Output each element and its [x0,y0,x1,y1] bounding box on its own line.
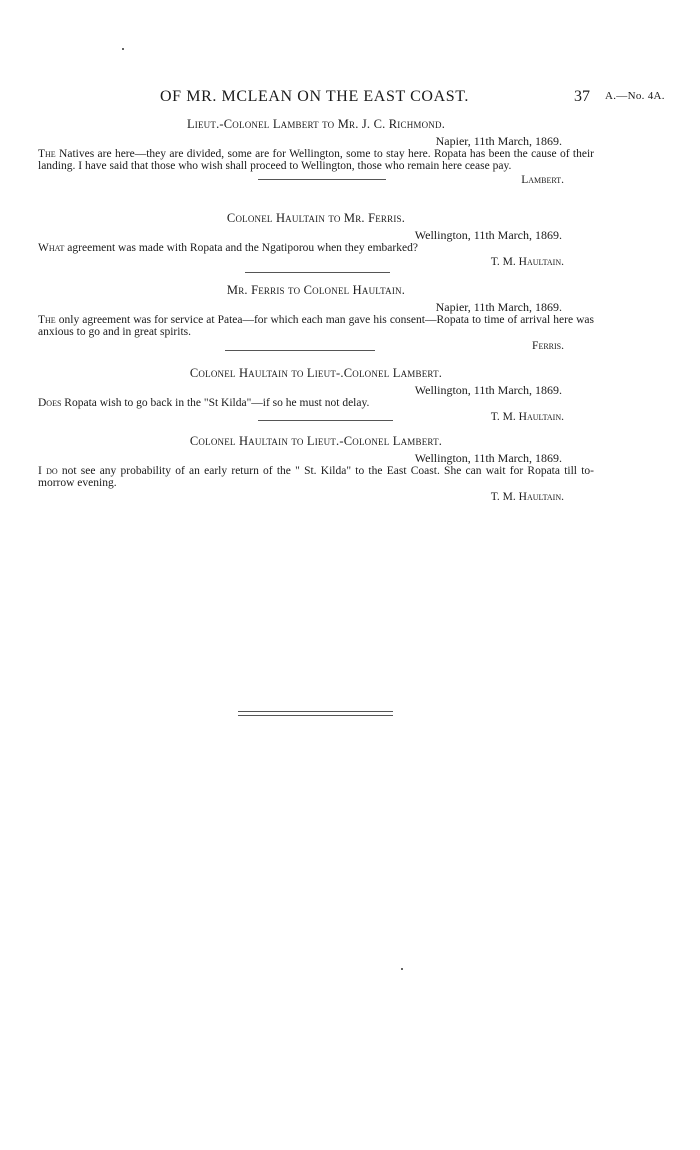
print-speck [122,48,124,50]
body-text: agreement was made with Ropata and the Ngatiporou when they embarked? [64,242,418,254]
telegram-signature: Ferris. [532,340,564,352]
running-title: OF MR. MCLEAN ON THE EAST COAST. [160,88,470,105]
opening-word: The [38,314,56,326]
telegram-place-date: Napier, 11th March, 1869. [435,134,562,148]
separator-rule [225,350,375,351]
body-text: Ropata wish to go back in the "St Kilda"—if so he must not delay. [61,397,370,409]
separator-rule [245,272,390,273]
opening-word: Does [38,397,62,409]
print-speck [401,968,403,970]
separator-rule [258,420,393,421]
telegram-entry [38,212,594,268]
telegram-signature: Lambert. [521,174,564,186]
telegram-place-date: Wellington, 11th March, 1869. [414,383,562,397]
telegram-heading: Lieut.-Colonel Lambert to Mr. J. C. Richmond. [186,117,446,131]
telegram-body [38,465,594,489]
telegram-body [38,148,594,172]
end-double-rule [238,711,393,716]
telegram-entry [38,435,594,503]
telegram-signature: T. M. Haultain. [490,411,564,423]
page-number: 37 [574,88,590,105]
telegram-entry [38,284,594,352]
document-reference: A.—No. 4A. [605,90,665,102]
telegram-entry [38,367,594,423]
opening-word: I do [38,465,58,477]
opening-word: The [38,148,56,160]
body-text: not see any probability of an early return of the " St. Kilda" to the East Coast. She can wait for Ropata till to-morrow evening. [38,465,595,489]
telegram-entry [38,118,594,186]
page-header [0,88,700,110]
body-text: Natives are here—they are divided, some are for Wellington, some to stay here. Ropata has been the cause of their landing. I have said that those who wish shall proceed to Wellington, those who remain here cease pay. [38,148,594,172]
telegram-place-date: Napier, 11th March, 1869. [435,300,562,314]
separator-rule [258,179,386,180]
telegram-heading: Colonel Haultain to Lieut.-Colonel Lambert. [189,434,443,448]
telegram-place-date: Wellington, 11th March, 1869. [414,451,562,465]
telegram-body [38,314,594,338]
telegram-signature: T. M. Haultain. [490,491,564,503]
telegram-place-date: Wellington, 11th March, 1869. [414,228,562,242]
telegram-heading: Mr. Ferris to Colonel Haultain. [226,283,406,297]
telegram-signature: T. M. Haultain. [490,256,564,268]
telegram-heading: Colonel Haultain to Mr. Ferris. [226,211,406,225]
opening-word: What [38,242,65,254]
telegram-body [38,397,594,409]
telegram-body [38,242,594,254]
telegram-heading: Colonel Haultain to Lieut-.Colonel Lambert. [189,366,443,380]
body-text: only agreement was for service at Patea—for which each man gave his consent—Ropata to time of arrival here was anxious to go and in great spirits. [38,314,594,338]
